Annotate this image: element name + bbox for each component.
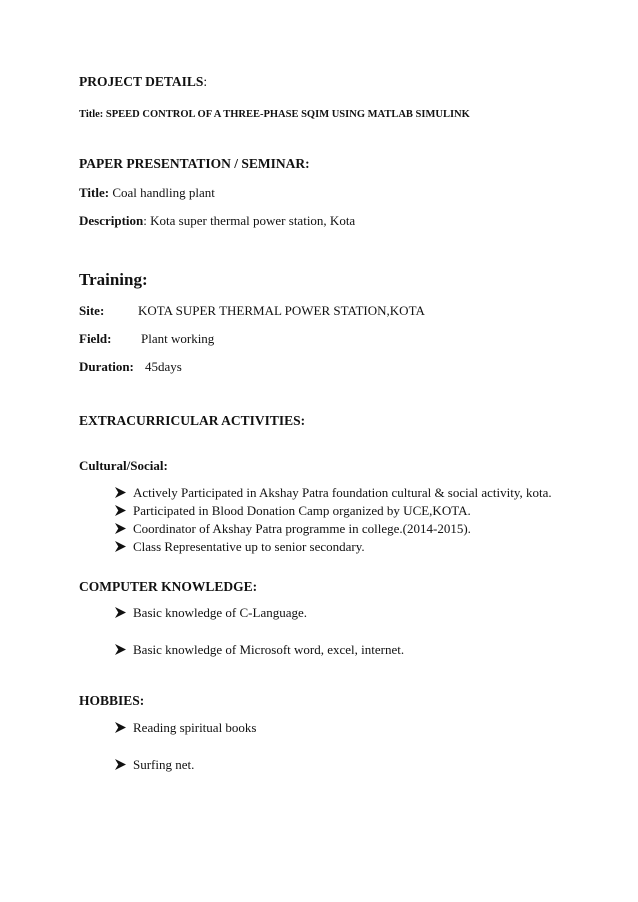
project-heading-colon: : bbox=[203, 74, 208, 89]
training-field-value: Plant working bbox=[141, 331, 215, 346]
training-field-label: Field: bbox=[79, 331, 112, 346]
arrowhead-bullet-icon bbox=[115, 605, 133, 621]
arrowhead-bullet-icon bbox=[115, 503, 133, 519]
list-item-text: Surfing net. bbox=[133, 757, 195, 772]
paper-title-line bbox=[79, 185, 215, 201]
computer-knowledge-heading: COMPUTER KNOWLEDGE: bbox=[79, 579, 258, 594]
list-item bbox=[115, 521, 471, 537]
list-item bbox=[115, 642, 404, 658]
arrowhead-bullet-icon bbox=[115, 521, 133, 537]
list-item-text: Coordinator of Akshay Patra programme in college.(2014-2015). bbox=[133, 521, 471, 536]
list-item-text: Actively Participated in Akshay Patra foundation cultural & social activity, kota. bbox=[133, 485, 552, 500]
paper-heading: PAPER PRESENTATION / SEMINAR: bbox=[79, 156, 310, 171]
list-item bbox=[115, 485, 552, 501]
arrowhead-bullet-icon bbox=[115, 642, 133, 658]
list-item bbox=[115, 539, 365, 555]
paper-title-value: Coal handling plant bbox=[112, 185, 215, 200]
arrowhead-bullet-icon bbox=[115, 539, 133, 555]
paper-description-value: : Kota super thermal power station, Kota bbox=[143, 213, 356, 228]
training-site-label: Site: bbox=[79, 303, 105, 318]
list-item-text: Participated in Blood Donation Camp organized by UCE,KOTA. bbox=[133, 503, 471, 518]
list-item-text: Reading spiritual books bbox=[133, 720, 257, 735]
list-item bbox=[115, 605, 307, 621]
project-title: Title: SPEED CONTROL OF A THREE-PHASE SQIM USING MATLAB SIMULINK bbox=[79, 109, 470, 120]
list-item bbox=[115, 757, 194, 773]
paper-description-line bbox=[79, 213, 355, 229]
list-item-text: Basic knowledge of C-Language. bbox=[133, 605, 308, 620]
list-item-text: Class Representative up to senior secondary. bbox=[133, 539, 365, 554]
paper-title-label: Title: bbox=[79, 185, 110, 200]
list-item-text: Basic knowledge of Microsoft word, excel, internet. bbox=[133, 642, 405, 657]
training-duration-value: 45days bbox=[145, 359, 182, 374]
list-item bbox=[115, 720, 257, 736]
training-duration-label: Duration: bbox=[79, 359, 134, 374]
hobbies-heading: HOBBIES: bbox=[79, 693, 145, 708]
cultural-social-subheading: Cultural/Social: bbox=[79, 458, 168, 473]
list-item bbox=[115, 503, 471, 519]
training-heading: Training: bbox=[79, 270, 148, 289]
project-heading-text: PROJECT DETAILS bbox=[79, 74, 204, 89]
paper-description-label: Description bbox=[79, 213, 144, 228]
arrowhead-bullet-icon bbox=[115, 485, 133, 501]
extracurricular-heading: EXTRACURRICULAR ACTIVITIES: bbox=[79, 413, 306, 428]
training-site-value: KOTA SUPER THERMAL POWER STATION,KOTA bbox=[138, 303, 425, 318]
arrowhead-bullet-icon bbox=[115, 720, 133, 736]
project-heading bbox=[79, 74, 207, 90]
arrowhead-bullet-icon bbox=[115, 757, 133, 773]
